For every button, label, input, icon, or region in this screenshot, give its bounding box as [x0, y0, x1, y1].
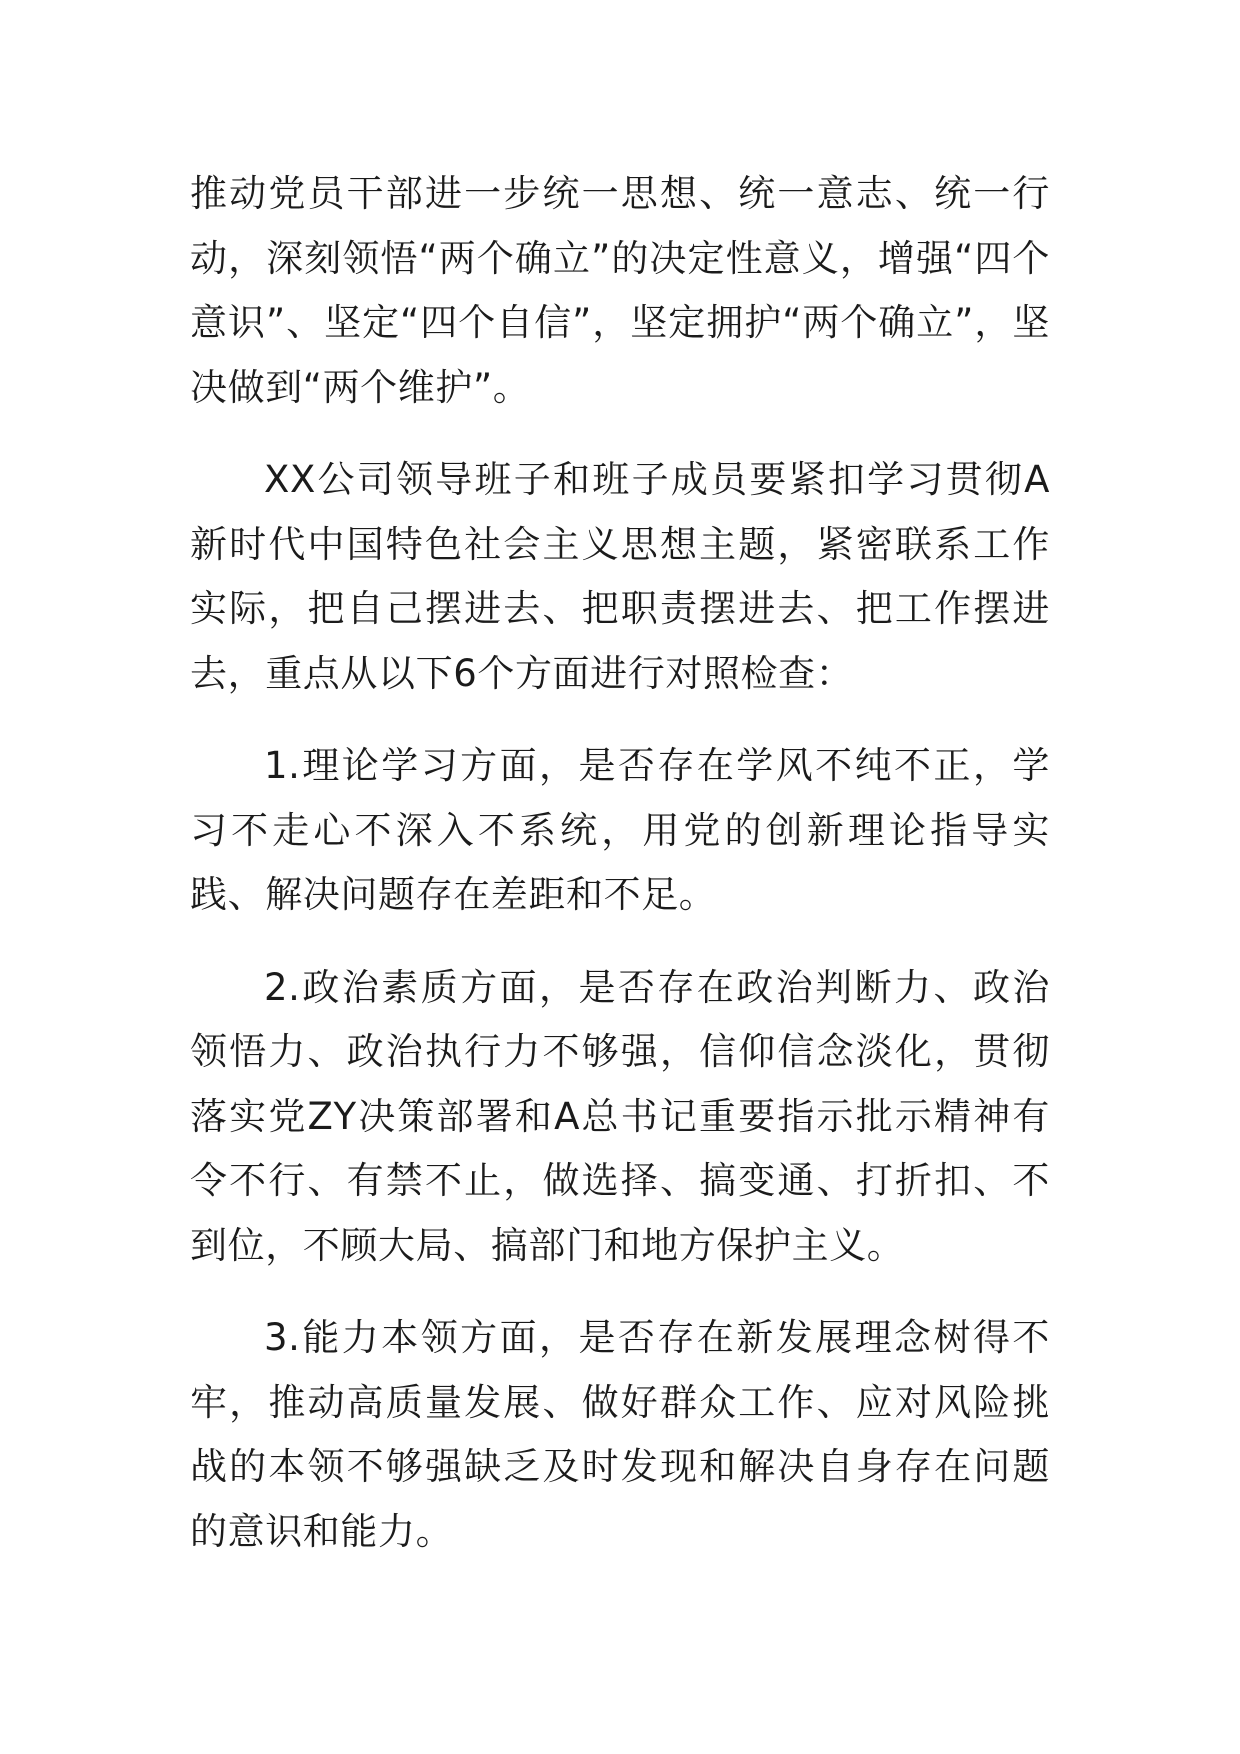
paragraph-item-3: 3.能力本领方面，是否存在新发展理念树得不牢，推动高质量发展、做好群众工作、应对风险挑战的本领不够强缺乏及时发现和解决自身存在问题的意识和能力。 — [190, 1316, 1050, 1553]
paragraph-item-1: 1.理论学习方面，是否存在学风不纯不正，学习不走心不深入不系统，用党的创新理论指导实践、解决问题存在差距和不足。 — [190, 744, 1050, 916]
paragraph-intro: XX公司领导班子和班子成员要紧扣学习贯彻A新时代中国特色社会主义思想主题，紧密联系工作实际，把自己摆进去、把职责摆进去、把工作摆进去，重点从以下6个方面进行对照检查： — [190, 458, 1050, 695]
paragraph-item-2: 2.政治素质方面，是否存在政治判断力、政治领悟力、政治执行力不够强，信仰信念淡化，贯彻落实党ZY决策部署和A总书记重要指示批示精神有令不行、有禁不止，做选择、搞变通、打折扣、不到位，不顾大局、搞部门和地方保护主义。 — [190, 965, 1050, 1267]
document-body — [190, 162, 1050, 1592]
paragraph-continuation: 推动党员干部进一步统一思想、统一意志、统一行动，深刻领悟“两个确立”的决定性意义，增强“四个意识”、坚定“四个自信”，坚定拥护“两个确立”，坚决做到“两个维护”。 — [190, 172, 1050, 409]
